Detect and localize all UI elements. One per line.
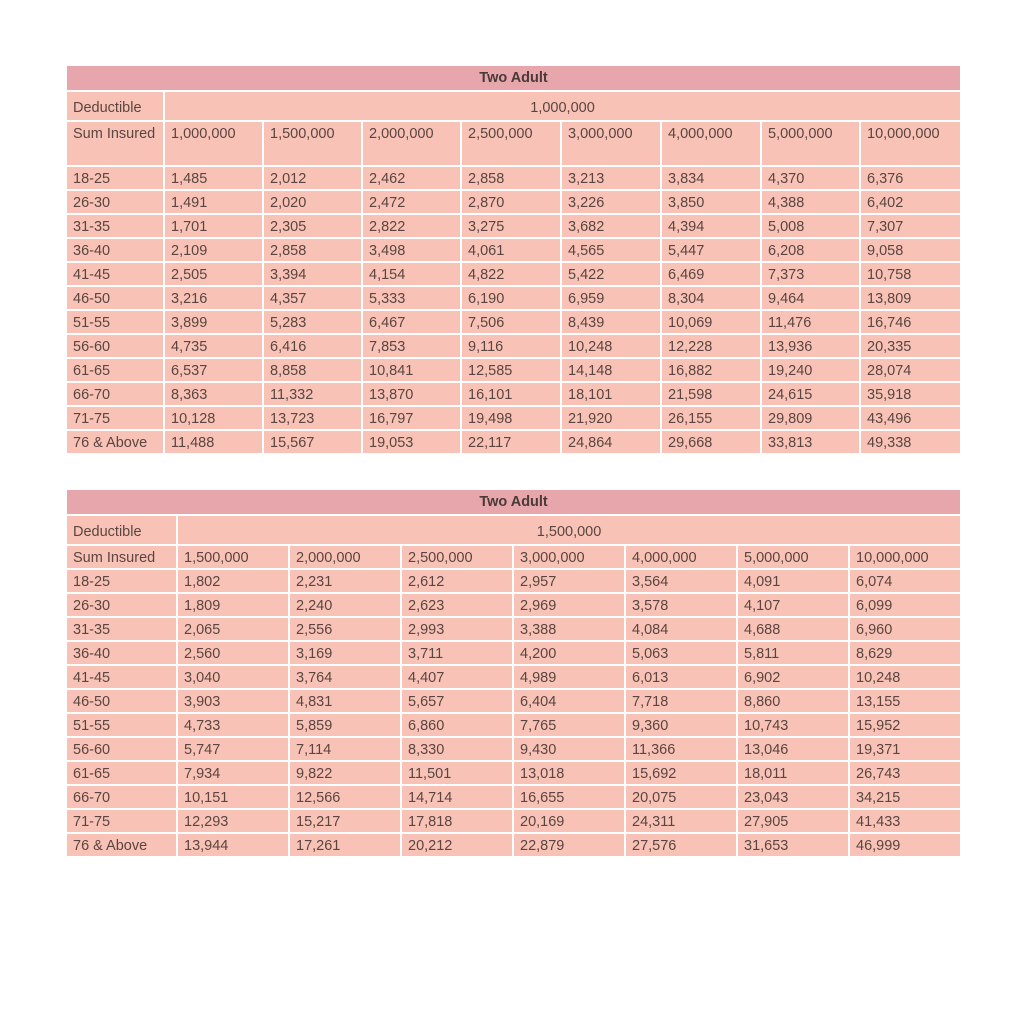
premium-cell: 6,013 [625,665,737,689]
age-band: 41-45 [66,262,164,286]
premium-cell: 19,498 [461,406,561,430]
premium-cell: 2,109 [164,238,263,262]
premium-cell: 4,084 [625,617,737,641]
sum-insured-header: 3,000,000 [513,545,625,569]
premium-cell: 3,850 [661,190,761,214]
premium-cell: 5,811 [737,641,849,665]
premium-cell: 43,496 [860,406,961,430]
age-band: 46-50 [66,286,164,310]
premium-cell: 8,860 [737,689,849,713]
premium-cell: 2,957 [513,569,625,593]
premium-cell: 8,304 [661,286,761,310]
premium-cell: 10,128 [164,406,263,430]
premium-cell: 15,952 [849,713,961,737]
premium-cell: 12,585 [461,358,561,382]
age-band: 51-55 [66,310,164,334]
table-row [66,737,961,761]
table-row [66,761,961,785]
age-band: 76 & Above [66,833,177,857]
table-row [66,334,961,358]
premium-cell: 3,711 [401,641,513,665]
table-row [66,569,961,593]
premium-cell: 6,537 [164,358,263,382]
premium-cell: 1,802 [177,569,289,593]
premium-cell: 11,476 [761,310,860,334]
premium-cell: 24,864 [561,430,661,454]
age-band: 71-75 [66,406,164,430]
age-band: 36-40 [66,641,177,665]
premium-cell: 33,813 [761,430,860,454]
premium-cell: 5,859 [289,713,401,737]
premium-cell: 2,231 [289,569,401,593]
premium-cell: 28,074 [860,358,961,382]
premium-cell: 3,388 [513,617,625,641]
sum-insured-header: 10,000,000 [860,121,961,166]
age-band: 61-65 [66,761,177,785]
age-band: 36-40 [66,238,164,262]
premium-cell: 35,918 [860,382,961,406]
deductible-label: Deductible [66,91,164,121]
premium-cell: 20,212 [401,833,513,857]
premium-cell: 11,332 [263,382,362,406]
premium-cell: 20,169 [513,809,625,833]
premium-cell: 29,809 [761,406,860,430]
premium-cell: 24,615 [761,382,860,406]
premium-cell: 6,099 [849,593,961,617]
table-row [66,785,961,809]
age-band: 66-70 [66,382,164,406]
premium-cell: 2,305 [263,214,362,238]
premium-cell: 3,040 [177,665,289,689]
premium-cell: 2,969 [513,593,625,617]
premium-cell: 15,217 [289,809,401,833]
table-row [66,190,961,214]
premium-cell: 4,565 [561,238,661,262]
age-band: 56-60 [66,334,164,358]
premium-cell: 4,091 [737,569,849,593]
sum-insured-header: 10,000,000 [849,545,961,569]
table-row [66,809,961,833]
premium-cell: 10,151 [177,785,289,809]
age-band: 51-55 [66,713,177,737]
premium-cell: 2,623 [401,593,513,617]
premium-cell: 21,598 [661,382,761,406]
age-band: 41-45 [66,665,177,689]
premium-cell: 7,114 [289,737,401,761]
premium-cell: 6,959 [561,286,661,310]
premium-cell: 23,043 [737,785,849,809]
age-band: 46-50 [66,689,177,713]
premium-cell: 3,764 [289,665,401,689]
premium-cell: 26,743 [849,761,961,785]
premium-cell: 11,366 [625,737,737,761]
sum-insured-header: 5,000,000 [737,545,849,569]
premium-cell: 2,870 [461,190,561,214]
premium-cell: 2,020 [263,190,362,214]
premium-cell: 4,200 [513,641,625,665]
premium-cell: 10,743 [737,713,849,737]
premium-cell: 27,905 [737,809,849,833]
premium-cell: 3,834 [661,166,761,190]
premium-cell: 6,960 [849,617,961,641]
premium-cell: 34,215 [849,785,961,809]
table-row [66,430,961,454]
premium-cell: 8,858 [263,358,362,382]
premium-table-deductible-1500000 [65,488,962,858]
premium-cell: 7,506 [461,310,561,334]
age-band: 61-65 [66,358,164,382]
premium-cell: 17,818 [401,809,513,833]
premium-cell: 2,822 [362,214,461,238]
age-band: 31-35 [66,214,164,238]
premium-cell: 9,822 [289,761,401,785]
premium-cell: 10,758 [860,262,961,286]
premium-cell: 4,370 [761,166,860,190]
premium-cell: 3,394 [263,262,362,286]
premium-cell: 3,226 [561,190,661,214]
premium-cell: 2,858 [263,238,362,262]
table-row [66,617,961,641]
premium-cell: 29,668 [661,430,761,454]
premium-cell: 6,902 [737,665,849,689]
premium-cell: 1,809 [177,593,289,617]
premium-cell: 4,822 [461,262,561,286]
premium-cell: 5,283 [263,310,362,334]
premium-cell: 4,735 [164,334,263,358]
premium-cell: 22,117 [461,430,561,454]
premium-cell: 24,311 [625,809,737,833]
age-band: 18-25 [66,569,177,593]
premium-cell: 21,920 [561,406,661,430]
premium-cell: 5,747 [177,737,289,761]
premium-cell: 3,213 [561,166,661,190]
premium-cell: 6,404 [513,689,625,713]
premium-cell: 13,155 [849,689,961,713]
sum-insured-header: 4,000,000 [661,121,761,166]
premium-cell: 4,154 [362,262,461,286]
premium-cell: 13,944 [177,833,289,857]
premium-cell: 6,190 [461,286,561,310]
premium-cell: 19,240 [761,358,860,382]
table-row [66,166,961,190]
premium-cell: 7,765 [513,713,625,737]
premium-cell: 12,293 [177,809,289,833]
premium-cell: 9,360 [625,713,737,737]
premium-cell: 5,063 [625,641,737,665]
age-band: 18-25 [66,166,164,190]
premium-cell: 2,993 [401,617,513,641]
premium-cell: 2,240 [289,593,401,617]
table-row [66,238,961,262]
premium-cell: 11,488 [164,430,263,454]
premium-cell: 7,853 [362,334,461,358]
table-row [66,382,961,406]
premium-cell: 14,714 [401,785,513,809]
table-title: Two Adult [66,65,961,91]
premium-cell: 20,335 [860,334,961,358]
table-row [66,310,961,334]
table-row [66,286,961,310]
age-band: 26-30 [66,593,177,617]
premium-cell: 13,870 [362,382,461,406]
age-band: 26-30 [66,190,164,214]
premium-cell: 7,307 [860,214,961,238]
premium-cell: 6,402 [860,190,961,214]
premium-cell: 10,841 [362,358,461,382]
table-row [66,406,961,430]
premium-cell: 13,046 [737,737,849,761]
premium-cell: 6,376 [860,166,961,190]
premium-cell: 22,879 [513,833,625,857]
deductible-value: 1,000,000 [164,91,961,121]
premium-cell: 3,578 [625,593,737,617]
premium-cell: 10,248 [561,334,661,358]
table-title: Two Adult [66,489,961,515]
premium-cell: 18,101 [561,382,661,406]
premium-cell: 3,169 [289,641,401,665]
table-row [66,833,961,857]
premium-cell: 13,809 [860,286,961,310]
sum-insured-header: 2,000,000 [362,121,461,166]
premium-cell: 1,485 [164,166,263,190]
age-band: 31-35 [66,617,177,641]
premium-cell: 3,682 [561,214,661,238]
sum-insured-header: 1,000,000 [164,121,263,166]
premium-cell: 18,011 [737,761,849,785]
age-band: 71-75 [66,809,177,833]
premium-cell: 4,061 [461,238,561,262]
premium-cell: 13,018 [513,761,625,785]
premium-cell: 9,430 [513,737,625,761]
premium-cell: 46,999 [849,833,961,857]
table-row [66,358,961,382]
premium-cell: 2,065 [177,617,289,641]
sum-insured-header: 1,500,000 [177,545,289,569]
premium-cell: 8,439 [561,310,661,334]
premium-cell: 19,053 [362,430,461,454]
premium-cell: 3,498 [362,238,461,262]
premium-cell: 15,692 [625,761,737,785]
premium-cell: 12,228 [661,334,761,358]
premium-cell: 4,394 [661,214,761,238]
premium-cell: 16,655 [513,785,625,809]
premium-cell: 10,248 [849,665,961,689]
premium-cell: 5,333 [362,286,461,310]
sum-insured-header: 4,000,000 [625,545,737,569]
premium-cell: 4,407 [401,665,513,689]
premium-cell: 4,831 [289,689,401,713]
premium-cell: 7,934 [177,761,289,785]
premium-cell: 8,330 [401,737,513,761]
premium-cell: 4,989 [513,665,625,689]
premium-cell: 12,566 [289,785,401,809]
table-row [66,665,961,689]
premium-cell: 4,688 [737,617,849,641]
premium-cell: 2,472 [362,190,461,214]
premium-cell: 9,464 [761,286,860,310]
premium-cell: 3,899 [164,310,263,334]
age-band: 56-60 [66,737,177,761]
premium-cell: 13,723 [263,406,362,430]
premium-cell: 10,069 [661,310,761,334]
table-row [66,214,961,238]
sum-insured-label: Sum Insured [66,121,164,166]
premium-cell: 8,363 [164,382,263,406]
premium-cell: 41,433 [849,809,961,833]
sum-insured-header: 2,500,000 [461,121,561,166]
table-row [66,262,961,286]
premium-cell: 3,216 [164,286,263,310]
premium-cell: 2,505 [164,262,263,286]
premium-cell: 5,422 [561,262,661,286]
premium-cell: 8,629 [849,641,961,665]
premium-cell: 4,357 [263,286,362,310]
premium-cell: 16,101 [461,382,561,406]
premium-cell: 14,148 [561,358,661,382]
premium-cell: 6,074 [849,569,961,593]
age-band: 66-70 [66,785,177,809]
premium-cell: 4,733 [177,713,289,737]
premium-cell: 6,469 [661,262,761,286]
premium-table-deductible-1000000 [65,64,962,455]
premium-cell: 20,075 [625,785,737,809]
premium-cell: 26,155 [661,406,761,430]
premium-cell: 1,491 [164,190,263,214]
premium-cell: 16,882 [661,358,761,382]
premium-cell: 5,657 [401,689,513,713]
sum-insured-header: 2,000,000 [289,545,401,569]
age-band: 76 & Above [66,430,164,454]
premium-cell: 3,275 [461,214,561,238]
premium-cell: 19,371 [849,737,961,761]
premium-cell: 3,903 [177,689,289,713]
sum-insured-header: 5,000,000 [761,121,860,166]
deductible-label: Deductible [66,515,177,545]
premium-cell: 27,576 [625,833,737,857]
table-row [66,689,961,713]
premium-cell: 13,936 [761,334,860,358]
premium-cell: 49,338 [860,430,961,454]
premium-cell: 31,653 [737,833,849,857]
premium-cell: 5,447 [661,238,761,262]
premium-cell: 16,746 [860,310,961,334]
premium-cell: 7,373 [761,262,860,286]
sum-insured-header: 1,500,000 [263,121,362,166]
premium-cell: 17,261 [289,833,401,857]
premium-cell: 2,556 [289,617,401,641]
premium-cell: 2,858 [461,166,561,190]
premium-cell: 9,116 [461,334,561,358]
premium-cell: 6,860 [401,713,513,737]
premium-cell: 16,797 [362,406,461,430]
premium-cell: 7,718 [625,689,737,713]
premium-cell: 4,107 [737,593,849,617]
premium-cell: 6,467 [362,310,461,334]
table-row [66,713,961,737]
premium-cell: 2,560 [177,641,289,665]
table-row [66,593,961,617]
deductible-value: 1,500,000 [177,515,961,545]
premium-cell: 6,416 [263,334,362,358]
premium-cell: 2,462 [362,166,461,190]
premium-cell: 11,501 [401,761,513,785]
premium-cell: 2,012 [263,166,362,190]
sum-insured-header: 3,000,000 [561,121,661,166]
premium-cell: 6,208 [761,238,860,262]
sum-insured-label: Sum Insured [66,545,177,569]
premium-cell: 9,058 [860,238,961,262]
premium-cell: 3,564 [625,569,737,593]
sum-insured-header: 2,500,000 [401,545,513,569]
table-row [66,641,961,665]
premium-cell: 4,388 [761,190,860,214]
premium-cell: 5,008 [761,214,860,238]
premium-cell: 15,567 [263,430,362,454]
premium-cell: 2,612 [401,569,513,593]
premium-cell: 1,701 [164,214,263,238]
